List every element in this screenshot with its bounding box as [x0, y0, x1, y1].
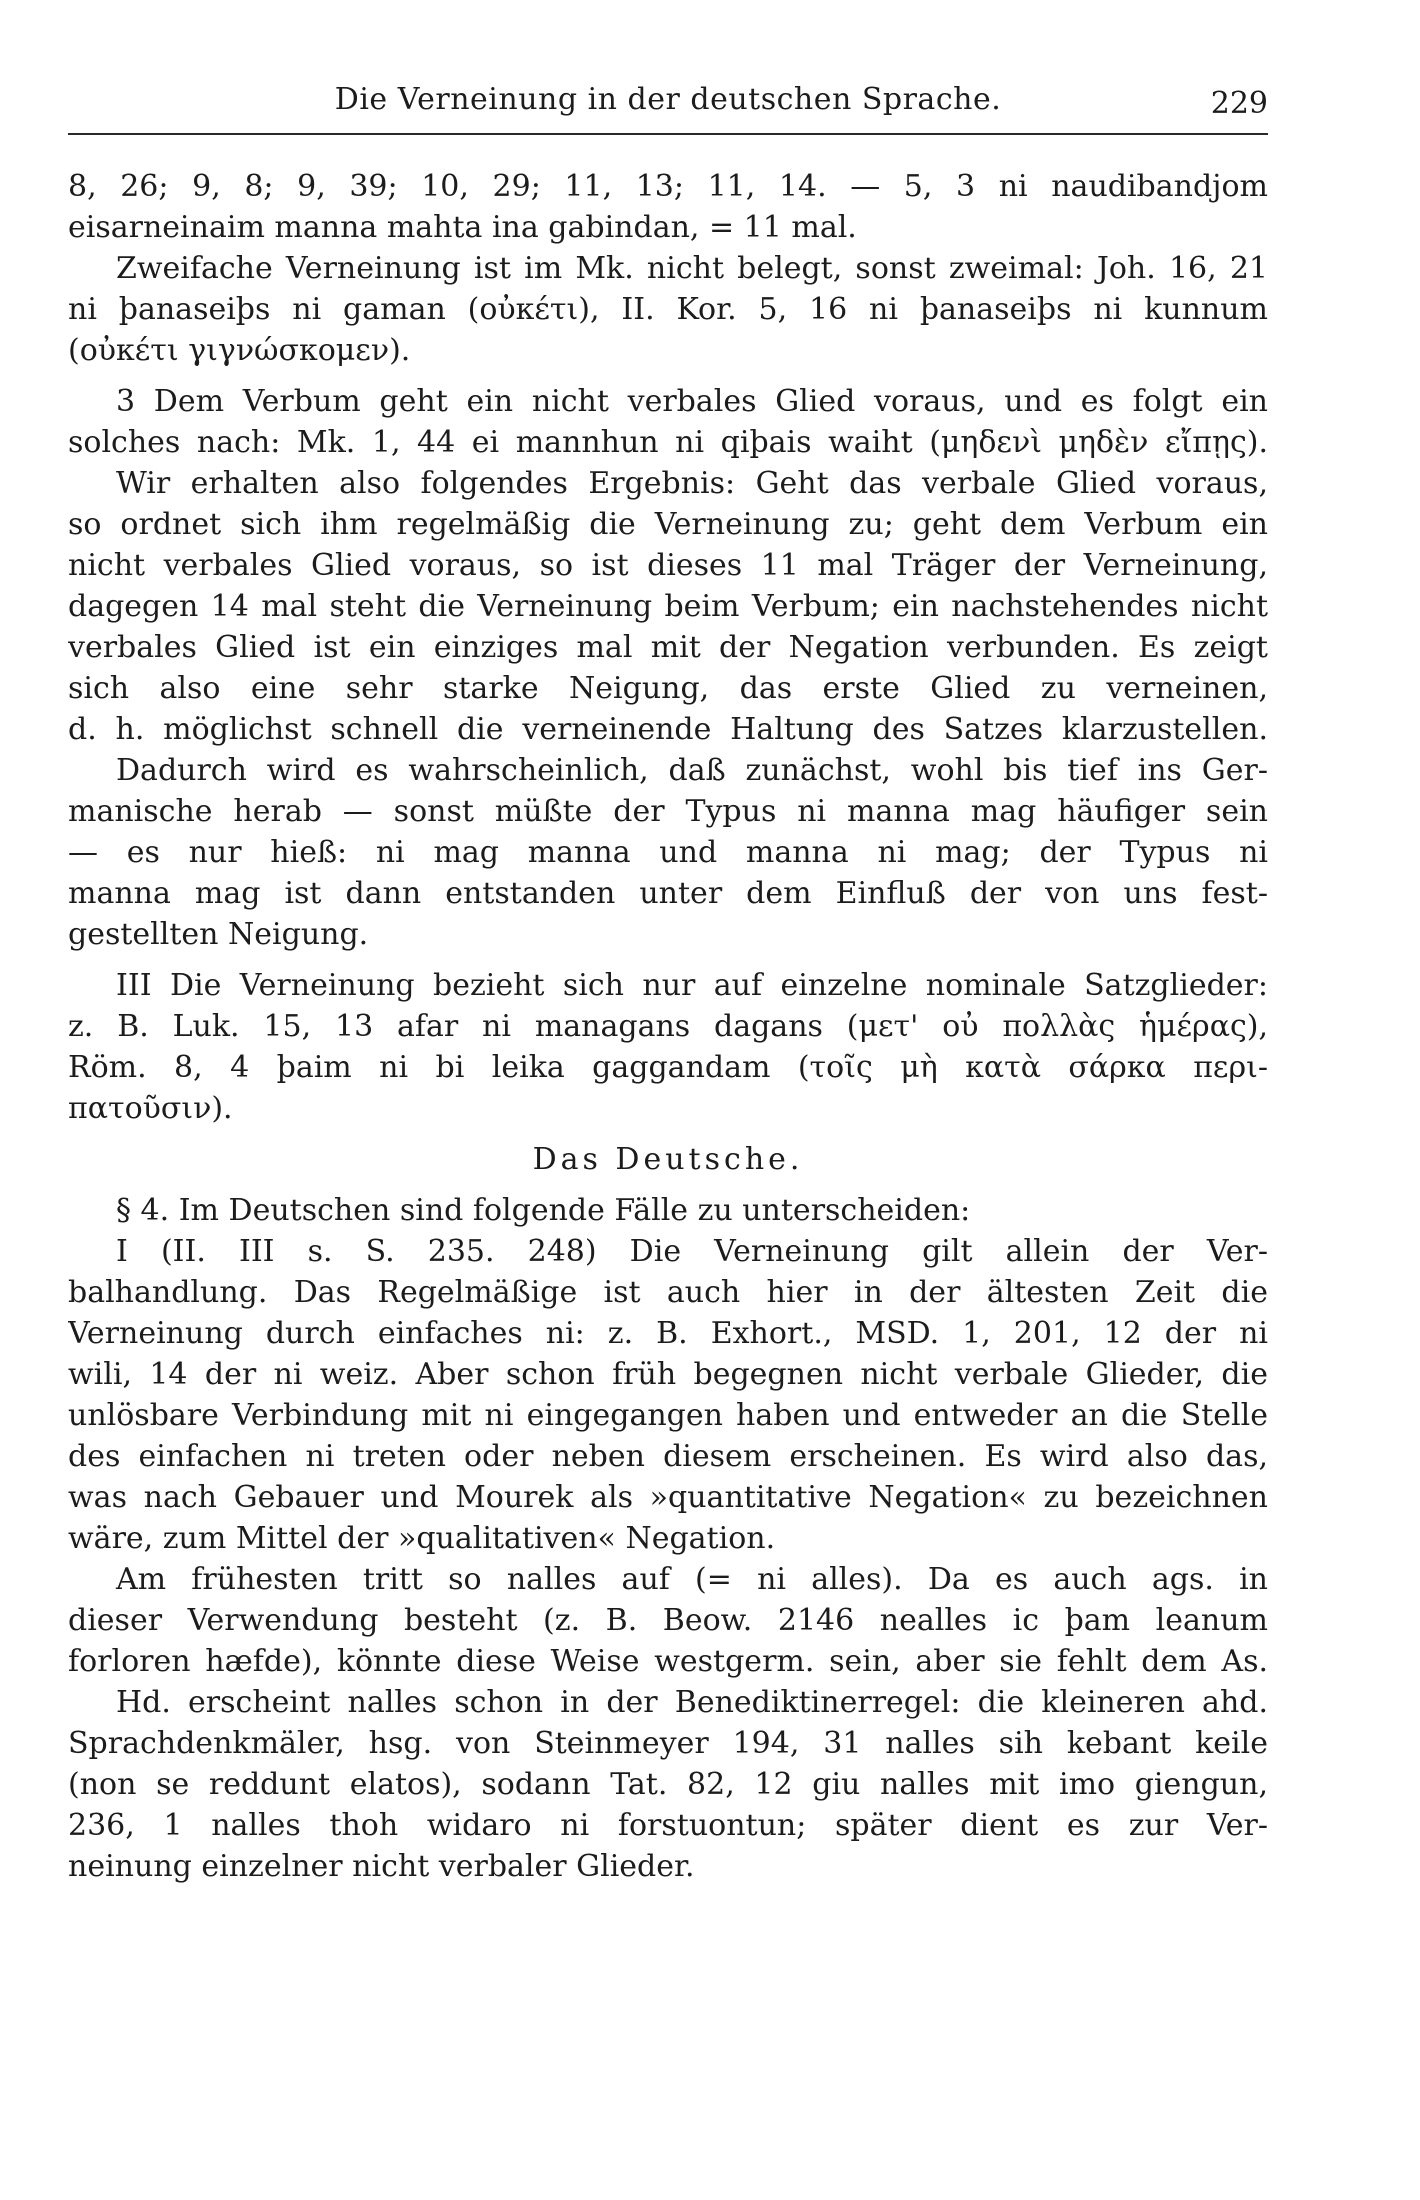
text-line: z. B. Luk. 15, 13 afar ni managans dagans (μετ' οὐ πολλὰς ἡμέρας),: [68, 1009, 1268, 1044]
text-line: I (II. III s. S. 235. 248) Die Verneinung gilt allein der Ver-: [116, 1234, 1268, 1269]
text-line: so ordnet sich ihm regelmäßig die Verneinung zu; geht dem Verbum ein: [68, 507, 1268, 542]
text-line: dagegen 14 mal steht die Verneinung beim Verbum; ein nachstehendes nicht: [68, 589, 1268, 624]
text-line: — es nur hieß: ni mag manna und manna ni mag; der Typus ni: [68, 835, 1268, 870]
text-line: des einfachen ni treten oder neben diesem erscheinen. Es wird also das,: [68, 1439, 1268, 1474]
text-line: balhandlung. Das Regelmäßige ist auch hier in der ältesten Zeit die: [68, 1275, 1268, 1310]
text-line: sich also eine sehr starke Neigung, das erste Glied zu verneinen,: [68, 671, 1268, 706]
text-line: (non se reddunt elatos), sodann Tat. 82, 12 giu nalles mit imo giengun,: [68, 1767, 1268, 1802]
text-line: nicht verbales Glied voraus, so ist dieses 11 mal Träger der Verneinung,: [68, 548, 1268, 583]
paragraph-gap: [68, 1129, 1268, 1139]
running-title: Die Verneinung in der deutschen Sprache.: [334, 82, 1002, 117]
text-line: wäre, zum Mittel der »qualitativen« Negation.: [68, 1521, 776, 1556]
text-line: forloren hæfde), könnte diese Weise westgerm. sein, aber sie fehlt dem As.: [68, 1644, 1268, 1679]
page-body: [68, 166, 1268, 1887]
text-line: Sprachdenkmäler, hsg. von Steinmeyer 194, 31 nalles sih kebant keile: [68, 1726, 1268, 1761]
text-line: unlösbare Verbindung mit ni eingegangen haben und entweder an die Stelle: [68, 1398, 1268, 1433]
text-line: eisarneinaim manna mahta ina gabindan, = 11 mal.: [68, 210, 857, 245]
paragraph-gap: [68, 1180, 1268, 1190]
text-line: d. h. möglichst schnell die verneinende Haltung des Satzes klarzustellen.: [68, 712, 1268, 747]
text-line: Zweifache Verneinung ist im Mk. nicht belegt, sonst zweimal: Joh. 16, 21: [116, 251, 1268, 286]
text-line: 3 Dem Verbum geht ein nicht verbales Glied voraus, und es folgt ein: [116, 384, 1268, 419]
text-line: Hd. erscheint nalles schon in der Benediktinerregel: die kleineren ahd.: [116, 1685, 1268, 1720]
paragraph-gap: [68, 955, 1268, 965]
text-line: 8, 26; 9, 8; 9, 39; 10, 29; 11, 13; 11, 14. — 5, 3 ni naudibandjom: [68, 169, 1268, 204]
text-line: was nach Gebauer und Mourek als »quantitative Negation« zu bezeichnen: [68, 1480, 1268, 1515]
text-line: neinung einzelner nicht verbaler Glieder.: [68, 1849, 695, 1884]
page-number: 229: [1210, 86, 1268, 121]
text-line: Dadurch wird es wahrscheinlich, daß zunächst, wohl bis tief ins Ger-: [116, 753, 1268, 788]
text-line: Röm. 8, 4 þaim ni bi leika gaggandam (τοῖς μὴ κατὰ σάρκα περι-: [68, 1050, 1268, 1085]
text-line: solches nach: Mk. 1, 44 ei mannhun ni qiþais waiht (μηδενὶ μηδὲν εἴπῃς).: [68, 425, 1268, 460]
paragraph-gap: [68, 371, 1268, 381]
text-line: manna mag ist dann entstanden unter dem Einfluß der von uns fest-: [68, 876, 1268, 911]
text-line: (οὐκέτι γιγνώσκομεν).: [68, 333, 411, 368]
running-head: [68, 78, 1268, 124]
text-line: Wir erhalten also folgendes Ergebnis: Geht das verbale Glied voraus,: [116, 466, 1268, 501]
text-line: gestellten Neigung.: [68, 917, 369, 952]
text-line: dieser Verwendung besteht (z. B. Beow. 2146 nealles ic þam leanum: [68, 1603, 1268, 1638]
text-line: Am frühesten tritt so nalles auf (= ni alles). Da es auch ags. in: [116, 1562, 1268, 1597]
text-line: manische herab — sonst müßte der Typus ni manna mag häufiger sein: [68, 794, 1268, 829]
section-heading: Das Deutsche.: [532, 1142, 804, 1177]
text-line: verbales Glied ist ein einziges mal mit der Negation verbunden. Es zeigt: [68, 630, 1268, 665]
text-line: ni þanaseiþs ni gaman (οὐκέτι), II. Kor. 5, 16 ni þanaseiþs ni kunnum: [68, 292, 1268, 327]
text-line: III Die Verneinung bezieht sich nur auf einzelne nominale Satzglieder:: [116, 968, 1268, 1003]
text-line: πατοῦσιν).: [68, 1091, 233, 1126]
text-line: Verneinung durch einfaches ni: z. B. Exhort., MSD. 1, 201, 12 der ni: [68, 1316, 1268, 1351]
text-line: 236, 1 nalles thoh widaro ni forstuontun; später dient es zur Ver-: [68, 1808, 1268, 1843]
text-line: wili, 14 der ni weiz. Aber schon früh begegnen nicht verbale Glieder, die: [68, 1357, 1268, 1392]
header-rule: [68, 133, 1268, 135]
text-line: § 4. Im Deutschen sind folgende Fälle zu unterscheiden:: [116, 1193, 971, 1228]
